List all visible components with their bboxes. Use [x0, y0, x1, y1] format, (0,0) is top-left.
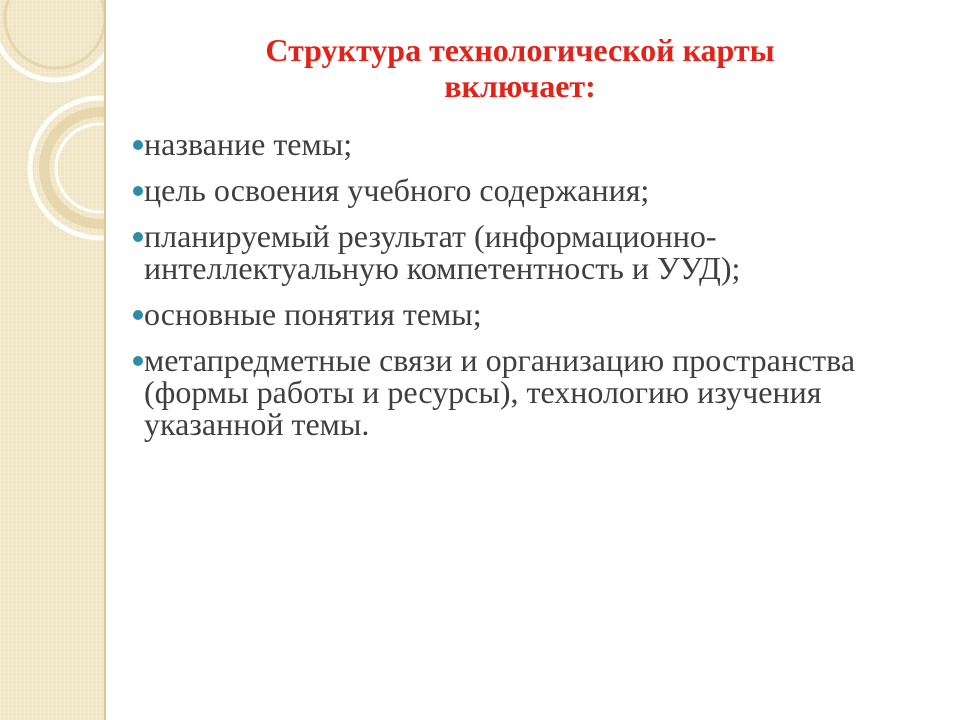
- bullet-icon: [133, 232, 143, 242]
- bullet-icon: [133, 140, 143, 150]
- list-item: [133, 344, 923, 440]
- decorative-circles-icon: [0, 0, 104, 260]
- list-item-text: основные понятия темы;: [144, 296, 482, 332]
- list-item: [133, 128, 923, 160]
- slide-title-line: Структура технологической карты: [265, 32, 775, 68]
- list-item-text: цель освоения учебного содержания;: [144, 172, 650, 208]
- list-item: [133, 298, 923, 330]
- sidebar-divider: [104, 0, 106, 720]
- bullet-icon: [133, 356, 143, 366]
- list-item-text: метапредметные связи и организацию пространства (формы работы и ресурсы), технологию изучения указанной темы.: [144, 342, 856, 442]
- bullet-list: [133, 128, 923, 454]
- slide-title: [150, 32, 890, 104]
- list-item: [133, 174, 923, 206]
- list-item: [133, 220, 923, 284]
- list-item-text: планируемый результат (информационно-интеллектуальную компетентность и УУД);: [144, 218, 741, 286]
- decorative-sidebar: [0, 0, 104, 720]
- bullet-icon: [133, 310, 143, 320]
- bullet-icon: [133, 186, 143, 196]
- slide-title-line: включает:: [444, 68, 596, 104]
- list-item-text: название темы;: [144, 126, 353, 162]
